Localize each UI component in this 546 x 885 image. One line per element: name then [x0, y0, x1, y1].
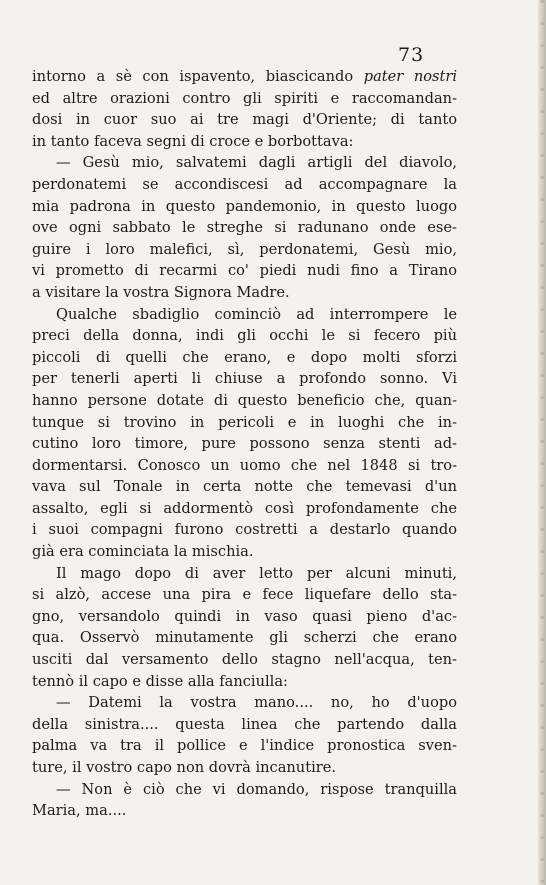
- text-line-17: tunque si trovino in pericoli e in luoghi che in-: [32, 413, 457, 431]
- text-line-7: mia padrona in questo pandemonio, in questo luogo: [32, 197, 457, 215]
- text-line-3: dosi in cuor suo ai tre magi d'Oriente; di tanto: [32, 111, 457, 129]
- text-line-1-main: intorno a sè con ispavento, biascicando: [32, 68, 364, 85]
- text-line-10: vi prometto di recarmi co' piedi nudi fino a Tirano: [32, 262, 457, 280]
- text-line-30: — Datemi la vostra mano.... no, ho d'uopo: [56, 694, 457, 712]
- text-line-29: tennò il capo e disse alla fanciulla:: [32, 672, 288, 690]
- page-edge-marks: [540, 0, 544, 885]
- text-line-24: Il mago dopo di aver letto per alcuni minuti,: [56, 564, 457, 582]
- text-line-14: piccoli di quelli che erano, e dopo molti sforzi: [32, 348, 457, 366]
- text-line-34: — Non è ciò che vi domando, rispose tranquilla: [56, 780, 457, 798]
- text-line-28: usciti dal versamento dello stagno nell'acqua, ten-: [32, 651, 457, 669]
- text-line-15: per tenerli aperti li chiuse a profondo sonno. Vi: [32, 370, 457, 388]
- text-line-8: ove ogni sabbato le streghe si radunano onde ese-: [32, 219, 457, 237]
- text-line-27: qua. Osservò minutamente gli scherzi che erano: [32, 629, 457, 647]
- text-line-1: [32, 66, 457, 88]
- text-line-25: si alzò, accese una pira e fece liquefare dello sta-: [32, 586, 457, 604]
- text-line-1-italic: pater nostri: [363, 68, 458, 85]
- text-line-5: — Gesù mio, salvatemi dagli artigli del diavolo,: [56, 154, 457, 172]
- text-line-11: a visitare la vostra Signora Madre.: [32, 283, 290, 301]
- text-line-23: già era cominciata la mischia.: [32, 543, 254, 561]
- text-line-13: preci della donna, indi gli occhi le si fecero più: [32, 327, 457, 345]
- text-line-31: della sinistra.... questa linea che partendo dalla: [32, 715, 457, 733]
- text-line-33: ture, il vostro capo non dovrà incanutire.: [32, 759, 336, 776]
- text-line-16: hanno persone dotate di questo beneficio che, quan-: [32, 391, 457, 409]
- text-line-4: in tanto faceva segni di croce e borbottava:: [32, 132, 354, 150]
- text-line-9: guire i loro malefici, sì, perdonatemi, Gesù mio,: [32, 240, 457, 258]
- text-line-35: Maria, ma....: [32, 802, 127, 820]
- body-text: [32, 66, 457, 822]
- text-line-18: cutino loro timore, pure possono senza stenti ad-: [32, 435, 457, 453]
- text-line-22: i suoi compagni furono costretti a destarlo quando: [32, 521, 457, 539]
- text-line-26: gno, versandolo quindi in vaso quasi pieno d'ac-: [32, 607, 457, 625]
- text-line-2: ed altre orazioni contro gli spiriti e raccomandan-: [32, 89, 457, 107]
- text-line-21: assalto, egli si addormentò così profondamente che: [32, 499, 457, 517]
- text-line-32: palma va tra il pollice e l'indice pronostica sven-: [32, 737, 457, 755]
- text-line-19: dormentarsi. Conosco un uomo che nel 1848 si tro-: [32, 456, 457, 474]
- text-line-6: perdonatemi se accondiscesi ad accompagnare la: [32, 175, 457, 193]
- text-line-12: Qualche sbadiglio cominciò ad interrompere le: [56, 305, 457, 323]
- page-number: 73: [398, 44, 425, 66]
- text-line-20: vava sul Tonale in certa notte che temevasi d'un: [32, 478, 457, 496]
